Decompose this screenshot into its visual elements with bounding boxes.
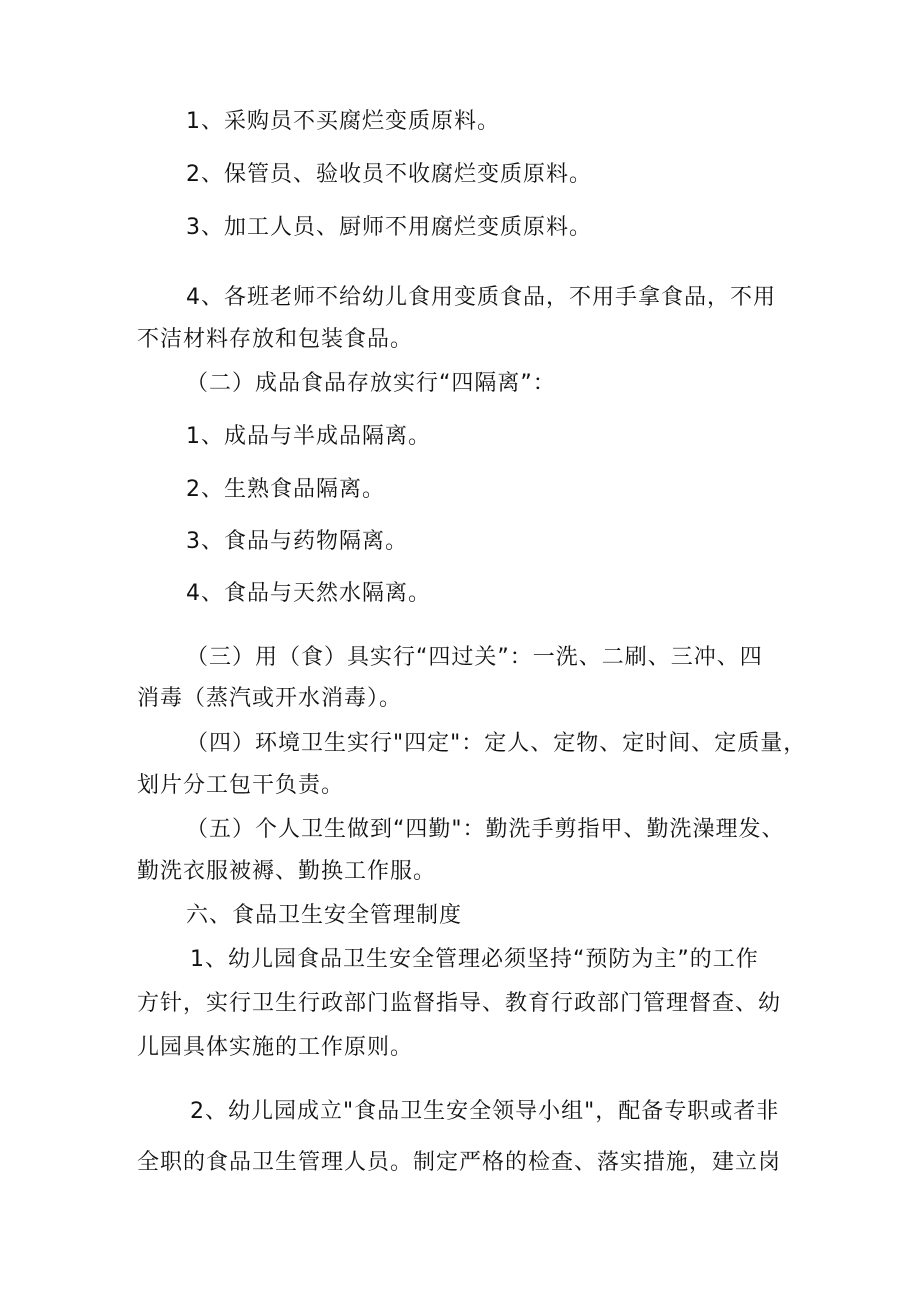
clause-1: 1、幼儿园食品卫生安全管理必须坚持“预防为主”的工作 [190, 947, 759, 972]
list-item-4: 4、各班老师不给幼儿食用变质食品，不用手拿食品，不用 [186, 285, 776, 310]
list-item-1: 1、采购员不买腐烂变质原料。 [186, 109, 500, 134]
section-paragraph-5: （五）个人卫生做到“四勤"：勤洗手剪指甲、勤洗澡理发、 [186, 817, 785, 842]
section-paragraph-4: （四）环境卫生实行"四定"：定人、定物、定时间、定质量， [186, 731, 807, 756]
section-paragraph-3-continued: 消毒（蒸汽或开水消毒）。 [137, 686, 403, 711]
section-paragraph-3: （三）用（食）具实行“四过关”：一洗、二刷、三冲、四 [186, 645, 763, 670]
clause-1-continued-a: 方针，实行卫生行政部门监督指导、教育行政部门管理督查、幼 [137, 991, 782, 1016]
clause-1-continued-b: 儿园具体实施的工作原则。 [137, 1035, 414, 1060]
clause-2-continued: 全职的食品卫生管理人员。制定严格的检查、落实措施，建立岗 [137, 1150, 782, 1175]
clause-2: 2、幼儿园成立"食品卫生安全领导小组"，配备专职或者非 [190, 1099, 780, 1124]
list-item-3b: 3、食品与药物隔离。 [186, 529, 408, 554]
chapter-heading-6: 六、食品卫生安全管理制度 [186, 903, 463, 928]
section-heading-2: （二）成品食品存放实行“四隔离”： [186, 371, 556, 396]
section-paragraph-4-continued: 划片分工包干负责。 [137, 773, 345, 798]
list-item-1b: 1、成品与半成品隔离。 [186, 424, 431, 449]
section-paragraph-5-continued: 勤洗衣服被褥、勤换工作服。 [137, 859, 437, 884]
list-item-4b: 4、食品与天然水隔离。 [186, 581, 431, 606]
list-item-4-continued: 不洁材料存放和包装食品。 [137, 327, 414, 352]
list-item-3: 3、加工人员、厨师不用腐烂变质原料。 [186, 215, 592, 240]
list-item-2: 2、保管员、验收员不收腐烂变质原料。 [186, 162, 592, 187]
list-item-2b: 2、生熟食品隔离。 [186, 477, 385, 502]
